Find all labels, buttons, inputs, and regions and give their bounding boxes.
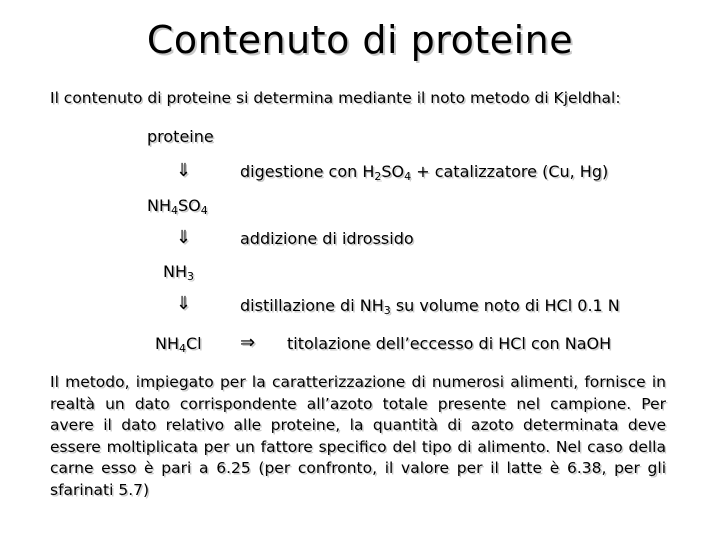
page-title: Contenuto di proteine bbox=[146, 18, 574, 62]
step-ammoniaca: $NH_3$ bbox=[163, 262, 194, 283]
step-addizione: addizione di idrossido bbox=[240, 229, 414, 248]
method-paragraph: Il metodo, impiegato per la caratterizzazione di numerosi alimenti, fornisce in realtà un dato corrispondente all’azoto totale presente nel campione. Per avere il dato relativo alle proteine, la quantità di azoto determinata deve essere moltiplicata per un fattore specifico del tipo di alimento. Nel caso della carne esso è pari a 6.25 (per confronto, il valore per il latte è 6.38, per gli sfarinati 5.7) bbox=[50, 373, 666, 499]
step-distillazione: distillazione di $NH_3$ su volume noto di HCl 0.1 N bbox=[240, 296, 620, 317]
down-arrow-icon: ⇓ bbox=[176, 227, 192, 248]
step-digestione: digestione con $H_2SO_4$ + catalizzatore (Cu, Hg) bbox=[240, 162, 609, 183]
step-ammonio-cloruro: $NH_4Cl$ bbox=[155, 334, 202, 355]
right-arrow-icon: ⇒ bbox=[240, 332, 256, 353]
step-ammonio-solfato: $NH_4SO_4$ bbox=[147, 196, 208, 217]
step-titolazione: titolazione dell’eccesso di HCl con NaOH bbox=[287, 334, 612, 353]
intro-text: Il contenuto di proteine si determina mediante il noto metodo di Kjeldhal: bbox=[50, 89, 621, 107]
step-proteine: proteine bbox=[147, 127, 214, 146]
down-arrow-icon: ⇓ bbox=[176, 160, 192, 181]
down-arrow-icon: ⇓ bbox=[176, 293, 192, 314]
